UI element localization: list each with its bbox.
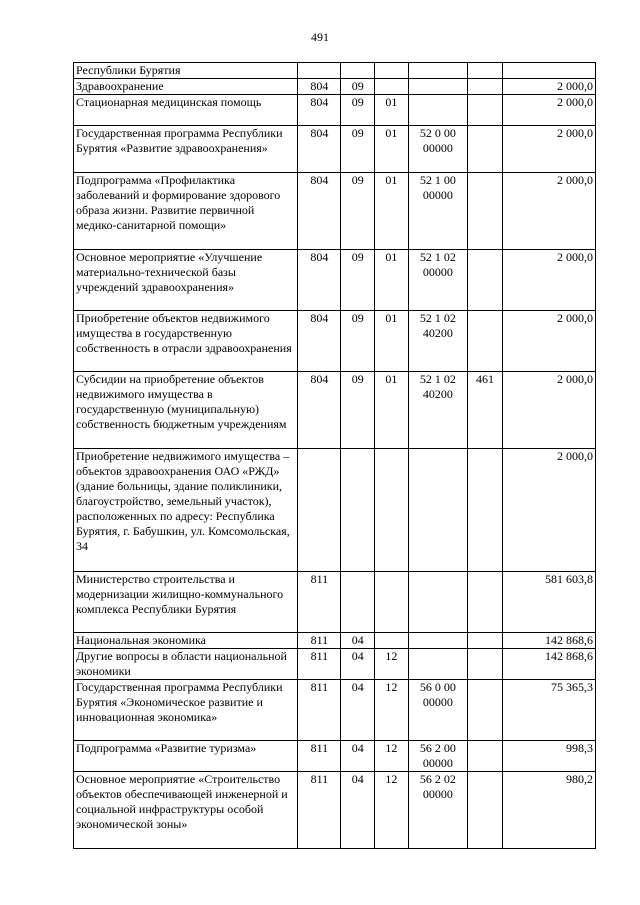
section-code-cell: 09	[341, 126, 375, 173]
ministry-code-cell: 811	[298, 741, 341, 772]
table-row	[74, 772, 596, 849]
item-name-cell: Подпрограмма «Профилактика заболеваний и формирование здорового образа жизни. Развитие первичной медико-санитарной помощи»	[74, 173, 298, 250]
expense-type-cell	[468, 449, 503, 572]
subsection-code-cell: 12	[375, 680, 409, 741]
subsection-code-cell: 01	[375, 126, 409, 173]
expense-type-cell	[468, 95, 503, 126]
section-code-cell: 09	[341, 250, 375, 311]
expense-type-cell	[468, 250, 503, 311]
table-row	[74, 633, 596, 649]
table-row	[74, 173, 596, 250]
amount-cell: 2 000,0	[502, 173, 595, 250]
item-name-cell: Подпрограмма «Развитие туризма»	[74, 741, 298, 772]
section-code-cell: 04	[341, 680, 375, 741]
expense-type-cell	[468, 649, 503, 680]
item-name-cell: Субсидии на приобретение объектов недвижимого имущества в государственную (муниципальную) собственность бюджетным учреждениям	[74, 372, 298, 449]
item-name-cell: Приобретение недвижимого имущества – объектов здравоохранения ОАО «РЖД» (здание больницы, здание поликлиники, благоустройство, земельный участок), расположенных по адресу: Республика Бурятия, г. Бабушкин, ул. Комсомольская, 34	[74, 449, 298, 572]
target-article-cell: 52 1 02 40200	[408, 372, 467, 449]
ministry-code-cell: 804	[298, 79, 341, 95]
subsection-code-cell	[375, 79, 409, 95]
table-row	[74, 449, 596, 572]
item-name-cell: Основное мероприятие «Строительство объектов обеспечивающей инженерной и социальной инфраструктуры особой экономической зоны»	[74, 772, 298, 849]
section-code-cell: 09	[341, 311, 375, 372]
amount-cell: 2 000,0	[502, 372, 595, 449]
table-row	[74, 680, 596, 741]
table-row	[74, 126, 596, 173]
item-name-cell: Республики Бурятия	[74, 63, 298, 79]
item-name-cell: Государственная программа Республики Бурятия «Экономическое развитие и инновационная экономика»	[74, 680, 298, 741]
item-name-cell: Стационарная медицинская помощь	[74, 95, 298, 126]
amount-cell: 2 000,0	[502, 449, 595, 572]
subsection-code-cell: 12	[375, 741, 409, 772]
budget-table-body	[74, 63, 596, 849]
amount-cell: 142 868,6	[502, 633, 595, 649]
item-name-cell: Национальная экономика	[74, 633, 298, 649]
subsection-code-cell	[375, 63, 409, 79]
table-row	[74, 311, 596, 372]
ministry-code-cell: 811	[298, 649, 341, 680]
target-article-cell: 56 2 02 00000	[408, 772, 467, 849]
ministry-code-cell: 804	[298, 250, 341, 311]
page-number: 491	[311, 30, 329, 44]
target-article-cell	[408, 95, 467, 126]
subsection-code-cell: 12	[375, 649, 409, 680]
item-name-cell: Приобретение объектов недвижимого имущества в государственную собственность в отрасли здравоохранения	[74, 311, 298, 372]
section-code-cell	[341, 572, 375, 633]
expense-type-cell	[468, 633, 503, 649]
target-article-cell	[408, 63, 467, 79]
amount-cell: 581 603,8	[502, 572, 595, 633]
ministry-code-cell: 804	[298, 173, 341, 250]
target-article-cell: 52 1 00 00000	[408, 173, 467, 250]
target-article-cell	[408, 572, 467, 633]
table-row	[74, 95, 596, 126]
expense-type-cell	[468, 63, 503, 79]
amount-cell: 980,2	[502, 772, 595, 849]
section-code-cell: 04	[341, 633, 375, 649]
ministry-code-cell: 811	[298, 633, 341, 649]
expense-type-cell	[468, 311, 503, 372]
subsection-code-cell: 01	[375, 95, 409, 126]
subsection-code-cell: 01	[375, 372, 409, 449]
ministry-code-cell: 804	[298, 126, 341, 173]
target-article-cell: 56 0 00 00000	[408, 680, 467, 741]
table-row	[74, 63, 596, 79]
section-code-cell: 09	[341, 95, 375, 126]
subsection-code-cell	[375, 633, 409, 649]
expense-type-cell	[468, 126, 503, 173]
table-row	[74, 372, 596, 449]
target-article-cell	[408, 633, 467, 649]
expense-type-cell	[468, 572, 503, 633]
amount-cell: 75 365,3	[502, 680, 595, 741]
budget-table	[73, 62, 596, 849]
expense-type-cell	[468, 79, 503, 95]
expense-type-cell	[468, 173, 503, 250]
item-name-cell: Другие вопросы в области национальной экономики	[74, 649, 298, 680]
section-code-cell: 04	[341, 772, 375, 849]
table-row	[74, 741, 596, 772]
subsection-code-cell: 01	[375, 311, 409, 372]
ministry-code-cell: 811	[298, 772, 341, 849]
target-article-cell	[408, 449, 467, 572]
ministry-code-cell	[298, 449, 341, 572]
amount-cell: 142 868,6	[502, 649, 595, 680]
target-article-cell	[408, 79, 467, 95]
expense-type-cell	[468, 772, 503, 849]
table-row	[74, 250, 596, 311]
target-article-cell: 56 2 00 00000	[408, 741, 467, 772]
expense-type-cell	[468, 680, 503, 741]
amount-cell: 998,3	[502, 741, 595, 772]
section-code-cell: 04	[341, 741, 375, 772]
ministry-code-cell	[298, 63, 341, 79]
table-row	[74, 649, 596, 680]
target-article-cell: 52 0 00 00000	[408, 126, 467, 173]
subsection-code-cell	[375, 572, 409, 633]
subsection-code-cell: 12	[375, 772, 409, 849]
table-row	[74, 79, 596, 95]
item-name-cell: Основное мероприятие «Улучшение материально-технической базы учреждений здравоохранения»	[74, 250, 298, 311]
section-code-cell: 04	[341, 649, 375, 680]
target-article-cell	[408, 649, 467, 680]
amount-cell: 2 000,0	[502, 79, 595, 95]
section-code-cell: 09	[341, 372, 375, 449]
item-name-cell: Здравоохранение	[74, 79, 298, 95]
ministry-code-cell: 804	[298, 311, 341, 372]
amount-cell: 2 000,0	[502, 311, 595, 372]
target-article-cell: 52 1 02 40200	[408, 311, 467, 372]
expense-type-cell	[468, 741, 503, 772]
item-name-cell: Министерство строительства и модернизации жилищно-коммунального комплекса Республики Бурятия	[74, 572, 298, 633]
amount-cell: 2 000,0	[502, 250, 595, 311]
table-row	[74, 572, 596, 633]
section-code-cell	[341, 449, 375, 572]
ministry-code-cell: 811	[298, 680, 341, 741]
target-article-cell: 52 1 02 00000	[408, 250, 467, 311]
amount-cell: 2 000,0	[502, 126, 595, 173]
amount-cell	[502, 63, 595, 79]
ministry-code-cell: 804	[298, 372, 341, 449]
ministry-code-cell: 804	[298, 95, 341, 126]
section-code-cell: 09	[341, 79, 375, 95]
section-code-cell: 09	[341, 173, 375, 250]
section-code-cell	[341, 63, 375, 79]
item-name-cell: Государственная программа Республики Бурятия «Развитие здравоохранения»	[74, 126, 298, 173]
subsection-code-cell: 01	[375, 173, 409, 250]
subsection-code-cell	[375, 449, 409, 572]
expense-type-cell: 461	[468, 372, 503, 449]
amount-cell: 2 000,0	[502, 95, 595, 126]
subsection-code-cell: 01	[375, 250, 409, 311]
ministry-code-cell: 811	[298, 572, 341, 633]
